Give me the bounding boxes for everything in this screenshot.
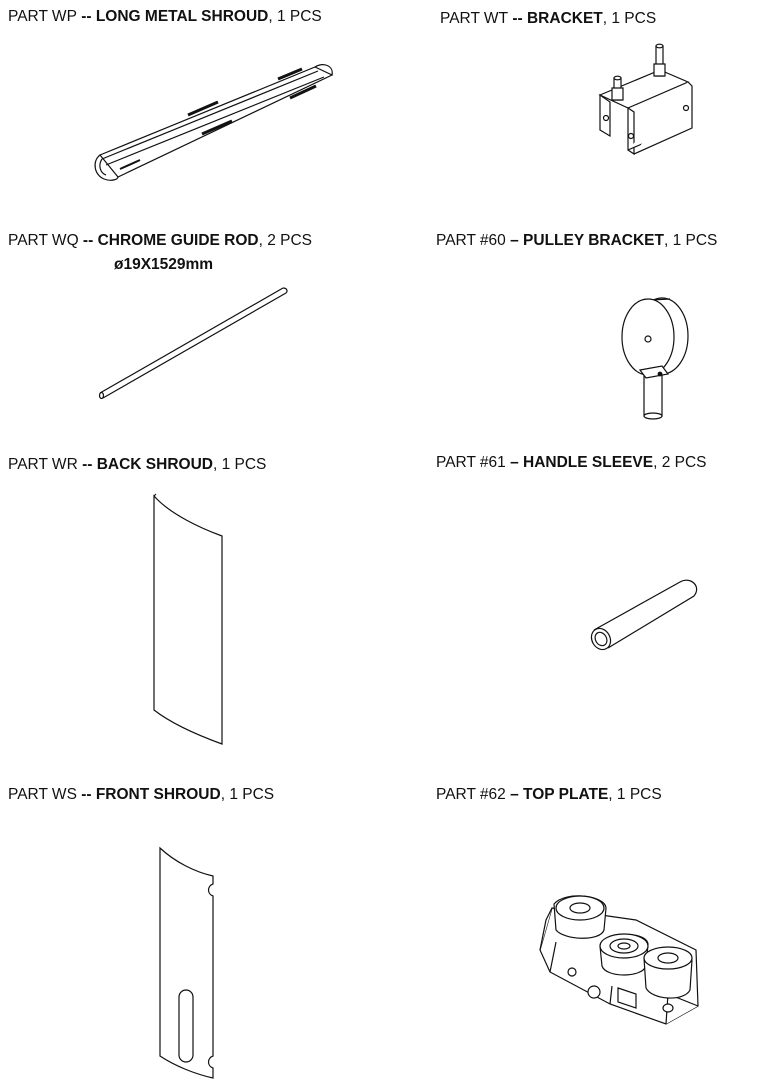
part-wp-prefix: PART WP	[8, 8, 77, 25]
part-wq-prefix: PART WQ	[8, 232, 79, 249]
part-wp-separator: --	[76, 8, 96, 25]
part-62-separator: –	[505, 786, 524, 803]
bracket-icon	[590, 40, 700, 160]
part-61-quantity: , 2 PCS	[653, 454, 707, 471]
part-ws-prefix: PART WS	[8, 786, 77, 803]
pulley-bracket-icon	[610, 290, 700, 425]
part-62-prefix: PART #62	[436, 786, 506, 803]
top-plate-icon	[526, 890, 706, 1030]
part-wr-label	[8, 456, 266, 474]
part-wt-quantity: , 1 PCS	[602, 10, 657, 27]
part-61-prefix: PART #61	[436, 454, 506, 471]
part-ws-label	[8, 786, 274, 804]
part-wt-separator: --	[508, 10, 527, 27]
part-60-separator: –	[505, 232, 524, 249]
chrome-guide-rod-icon	[95, 285, 295, 405]
part-ws-separator: --	[76, 786, 96, 803]
part-ws-quantity: , 1 PCS	[220, 786, 275, 803]
part-wt-prefix: PART WT	[440, 10, 509, 27]
long-metal-shroud-icon	[90, 55, 340, 190]
part-wp-label	[8, 8, 322, 26]
part-wr-name: BACK SHROUD	[96, 456, 213, 473]
part-wq-quantity: , 2 PCS	[258, 232, 313, 249]
part-61-label	[436, 454, 707, 472]
part-wp-quantity: , 1 PCS	[268, 8, 322, 25]
part-wr-quantity: , 1 PCS	[212, 456, 267, 473]
front-shroud-icon	[155, 844, 230, 1084]
part-wp-name: LONG METAL SHROUD	[95, 8, 269, 25]
part-62-name: TOP PLATE	[523, 786, 609, 803]
part-60-prefix: PART #60	[436, 232, 506, 249]
part-wq-spec: ø19X1529mm	[114, 256, 214, 273]
part-wt-name: BRACKET	[526, 10, 603, 27]
part-61-name: HANDLE SLEEVE	[523, 454, 654, 471]
part-60-name: PULLEY BRACKET	[523, 232, 664, 249]
back-shroud-icon	[150, 492, 230, 748]
part-62-label	[436, 786, 662, 804]
part-wq-name: CHROME GUIDE ROD	[97, 232, 259, 249]
part-wt-label	[440, 10, 656, 28]
part-62-quantity: , 1 PCS	[608, 786, 662, 803]
handle-sleeve-icon	[586, 572, 704, 656]
part-wr-separator: --	[77, 456, 97, 473]
part-ws-name: FRONT SHROUD	[95, 786, 221, 803]
part-61-separator: –	[505, 454, 524, 471]
part-wr-prefix: PART WR	[8, 456, 78, 473]
part-60-quantity: , 1 PCS	[663, 232, 718, 249]
part-wq-separator: --	[78, 232, 98, 249]
part-60-label	[436, 232, 717, 250]
part-wq-label	[8, 232, 312, 250]
